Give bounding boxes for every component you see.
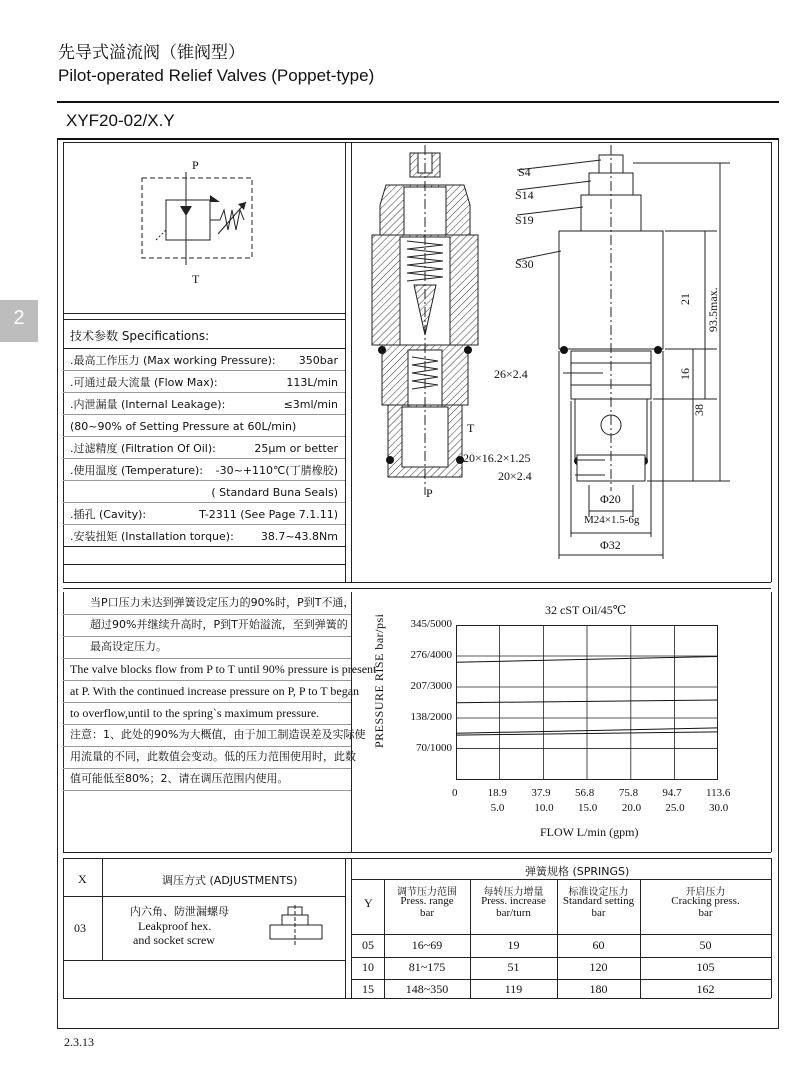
symbol-bottom-rule [63,313,345,314]
spec-row-rule [63,414,345,415]
spec-label: (80~90% of Setting Pressure at 60L/min) [70,420,297,433]
adj-header-rule [63,896,345,897]
springs-row-rule [351,957,771,958]
adjuster-icon [268,905,324,945]
spec-value: T-2311 (See Page 7.1.11) [199,508,338,521]
description-line: 用流量的不同，此数值会变动。低的压力范围使用时，此数 [70,750,356,763]
pressure-flow-chart [456,625,718,780]
spec-top-rule [63,319,345,320]
spec-divider [63,348,345,349]
chart-y-tick-label: 207/3000 [410,680,452,692]
spec-value: 113L/min [286,376,338,389]
right-inner-border [771,142,772,582]
dim-h93: 93.5max. [706,287,720,332]
spec-end-rule [63,546,345,547]
springs-cell-std: 120 [589,960,608,974]
chapter-tab-label: 2 [13,307,25,329]
springs-cell-std: 60 [592,938,605,952]
chart-x-tick-label-gpm: 30.0 [709,802,729,814]
chart-y-tick-label: 345/5000 [410,618,452,630]
spec-row [68,460,340,482]
spec-value: 25μm or better [254,442,338,455]
chart-ylabel: PRESSURE RISE bar/psi [372,613,386,748]
spec-row-rule [63,392,345,393]
dim-oring-20: 20×2.4 [498,469,532,483]
desc-right-border [351,592,352,852]
chart-bottom-rule [63,852,771,853]
bottom-top-rule [63,858,771,859]
title-en: Pilot-operated Relief Valves (Poppet-type) [58,66,375,85]
section-port-p: P [426,486,433,500]
springs-header-cn: 标准设定压力 [568,887,629,898]
spec-blank-rule [63,564,345,565]
spec-label: .可通过最大流量 (Flow Max): [70,376,218,389]
springs-row-y: 10 [362,960,374,974]
springs-cell-crack: 162 [696,982,715,996]
description-line: at P. With the continued increase pressure on P, P to T began [70,684,360,698]
springs-title: 弹簧规格 (SPRINGS) [525,865,630,878]
springs-header-en1: Standard setting [562,895,635,907]
springs-header-en1: Cracking press. [671,895,740,907]
springs-header-cn: 每转压力增量 [483,887,544,898]
springs-cell-crack: 50 [699,938,712,952]
spec-value: 38.7~43.8Nm [260,530,338,543]
description-line: 当P口压力未达到弹簧设定压力的90%时，P到T不通， [90,596,355,609]
description-line: to overflow,until to the spring`s maximum pressure. [70,706,320,720]
chart-xlabel: FLOW L/min (gpm) [540,825,639,839]
chart-x-tick-label-gpm: 15.0 [578,802,598,814]
springs-header-en1: Press. range [400,895,454,907]
springs-cell-range: 16~69 [411,938,443,952]
chart-right-border [771,592,772,852]
adj-desc-en1: Leakproof hex. [138,919,212,933]
springs-header-cn: 开启压力 [685,887,726,898]
bottom-mid-border [345,858,346,998]
springs-header-cn: 调节压力范围 [397,887,457,898]
chart-y-tick-label: 276/4000 [410,649,452,661]
chart-x-tick-label-gpm: 20.0 [621,802,642,814]
chart-x-tick-label: 0 [452,787,458,799]
column-divider [345,142,346,582]
springs-cell-range: 81~175 [408,960,446,974]
spec-row [68,394,340,416]
section-port-t: T [467,421,475,435]
springs-header-en2: bar [419,907,435,919]
spec-label: .最高工作压力 (Max working Pressure): [70,354,276,367]
symbol-port-t: T [192,272,200,286]
spec-row [68,350,340,372]
spec-label: .过滤精度 (Filtration Of Oil): [70,442,216,455]
spec-row-rule [63,458,345,459]
adj-col-x: X [78,872,87,886]
dim-s19: S19 [515,213,534,227]
adj-end-rule [63,960,345,961]
description-line: 最高设定压力。 [90,640,167,653]
page-number: 2.3.13 [64,1035,94,1049]
spec-row-rule [63,480,345,481]
dim-s4: S4 [518,165,531,179]
springs-header-en2: bar/turn [496,907,531,919]
description-line: 值可能低至80%；2、请在调压范围内使用。 [70,772,289,785]
top-inner-rule [63,142,771,143]
spec-row [68,372,340,394]
springs-header-rule [351,934,771,935]
mid-rule-2 [63,588,771,589]
title-cn: 先导式溢流阀（锥阀型） [58,43,245,63]
valve-outline-drawing [505,145,765,565]
springs-header-en2: bar [591,907,606,919]
spec-row [68,438,340,460]
spec-row [68,416,340,438]
specs-title: 技术参数 Specifications: [70,329,210,343]
chart-y-tick-label: 70/1000 [415,741,452,754]
description-line: The valve blocks flow from P to T until 90% pressure is present [70,662,377,676]
dim-s14: S14 [515,188,534,202]
description-rule [63,790,351,791]
dim-s30: S30 [515,257,534,271]
springs-cell-inc: 51 [507,960,520,974]
chart-x-tick-label-gpm: 5.0 [490,802,505,814]
chart-x-tick-label: 18.9 [487,787,507,799]
spec-value: -30~+110℃(丁腈橡胶) [215,464,338,477]
symbol-port-p: P [192,158,199,172]
spec-label: .使用温度 (Temperature): [70,464,203,477]
bottom-left-border [63,858,64,998]
hydraulic-symbol [120,150,280,290]
spec-row-rule [63,370,345,371]
springs-col-y: Y [364,896,373,910]
mid-rule-1 [63,582,771,583]
chart-x-tick-label: 56.8 [575,787,595,799]
dim-h38: 38 [692,404,706,416]
chart-x-tick-label: 94.7 [662,787,682,799]
springs-cell-inc: 119 [504,982,523,996]
chart-x-tick-label: 75.8 [618,787,639,799]
springs-title-rule [351,879,771,880]
spec-value: 350bar [298,354,338,367]
header-rule [57,101,779,103]
spec-row [68,526,340,548]
spec-row-rule [63,524,345,525]
bottom-end-rule [63,998,771,999]
chart-x-tick-label-gpm: 10.0 [534,802,554,814]
dim-thread: 20×16.2×1.25 [463,451,531,465]
spec-value: ≤3ml/min [283,398,338,411]
spec-label: .安装扭矩 (Installation torque): [70,530,234,543]
springs-header-en1: Press. increase [481,895,546,907]
chart-y-tick-label: 138/2000 [410,711,452,723]
bottom-right-border [771,858,772,998]
springs-cell-std: 180 [589,982,608,996]
springs-header-en2: bar [698,907,713,919]
spec-label: .内泄漏量 (Internal Leakage): [70,398,226,411]
springs-cell-range: 148~350 [405,982,449,996]
adj-col-divider [102,858,103,960]
spec-row-rule [63,436,345,437]
dim-d20: Φ20 [600,492,621,506]
springs-cell-crack: 105 [696,960,715,974]
description-line: 超过90%并继续升高时，P到T开始溢流，至到弹簧的 [90,618,348,631]
left-column-border [63,142,64,582]
dim-m24: M24×1.5-6g [584,514,640,526]
chart-x-tick-label: 37.9 [531,787,551,799]
spec-row-rule [63,502,345,503]
desc-left-border [63,592,64,852]
chart-x-tick-label: 113.6 [706,787,731,799]
chart-title: 32 cST Oil/45℃ [545,603,627,617]
adj-col-adjustments: 调压方式 (ADJUSTMENTS) [162,874,298,887]
chart-x-tick-label-gpm: 25.0 [665,802,685,814]
springs-cell-inc: 19 [507,938,520,952]
spec-row [68,504,340,526]
dim-d32: Φ32 [600,538,621,552]
adj-desc-en2: and socket screw [133,933,215,947]
dim-h21: 21 [678,293,692,305]
dim-oring-26: 26×2.4 [494,367,528,381]
spec-row [68,482,340,504]
springs-row-y: 15 [362,982,374,996]
description-line: 注意：1、此处的90%为大概值，由于加工制造误差及实际使 [70,728,366,741]
model-number: XYF20-02/X.Y [66,111,175,130]
spec-label: .插孔 (Cavity): [70,508,147,521]
springs-row-y: 05 [362,938,374,952]
springs-row-rule [351,979,771,980]
adj-code: 03 [74,921,86,935]
spec-value: ( Standard Buna Seals) [211,486,338,499]
adj-desc-cn: 内六角、防泄漏螺母 [130,905,229,918]
dim-h16: 16 [678,368,692,380]
